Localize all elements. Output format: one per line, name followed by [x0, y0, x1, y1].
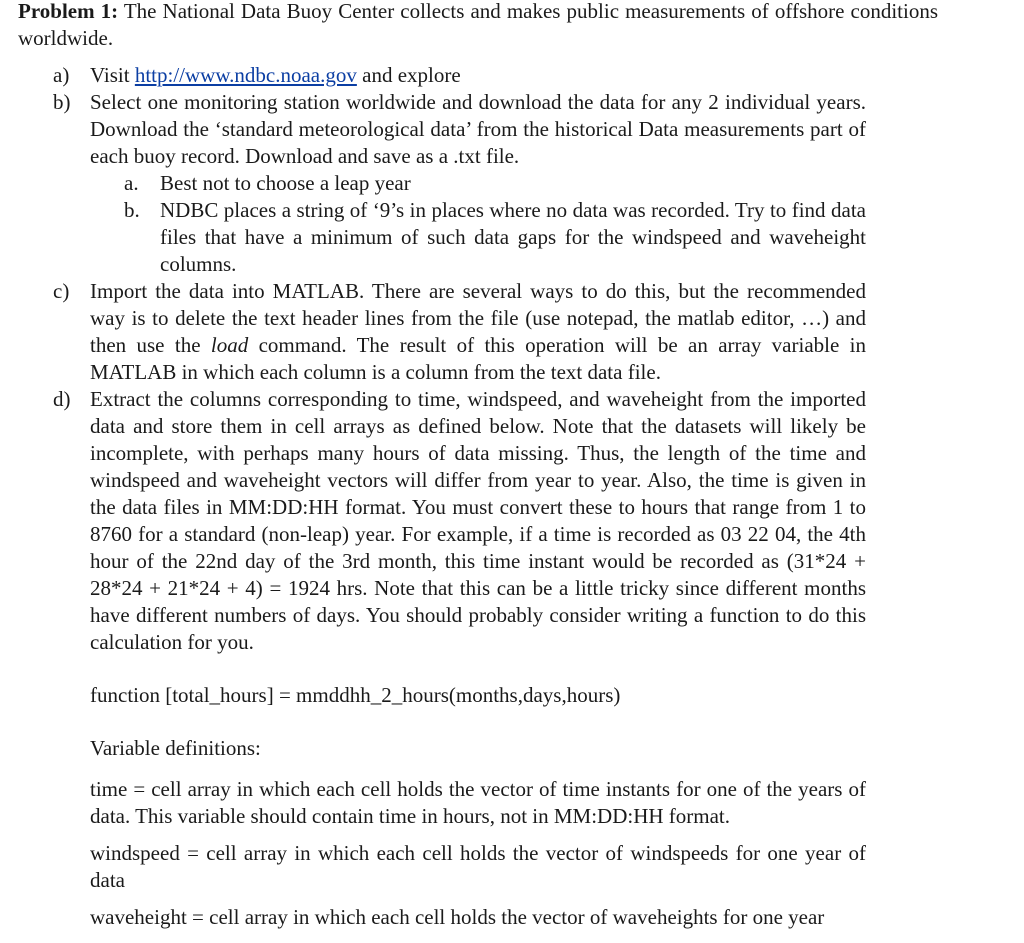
problem-heading	[18, 0, 938, 52]
var-def-time: time = cell array in which each cell holds the vector of time instants for one of the years of data. This variable should contain time in hours, not in MM:DD:HH format.	[90, 777, 866, 828]
task-b-text: Select one monitoring station worldwide and download the data for any 2 individual years. Download the ‘standard meteorological data’ from the historical Data measurements part of each buoy record. Download and save as a .txt file.	[90, 90, 866, 168]
task-marker-d: d)	[53, 387, 71, 411]
task-a-post: and explore	[356, 63, 461, 87]
task-c-post: command. The result of this operation will be an array variable in MATLAB in which each column is a column from the text data file.	[90, 333, 866, 384]
subitem-b-a	[90, 170, 866, 197]
task-marker-a: a)	[53, 63, 70, 87]
var-def-waveheight: waveheight = cell array in which each cell holds the vector of waveheights for one year	[90, 905, 825, 929]
task-d-text: Extract the columns corresponding to time, windspeed, and waveheight from the imported data and store them in cell arrays as defined below. Note that the datasets will likely be incomplete, with perhaps many hours of data missing. Thus, the length of the time and windspeed and waveheight vectors will differ from year to year. Also, the time is given in the data files in MM:DD:HH format. You must convert these to hours that range from 1 to 8760 for a standard (non-leap) year. For example, if a time is recorded as 03 22 04, the 4th hour of the 22nd day of the 3rd month, this time instant would be recorded as (31*24 + 28*24 + 21*24 + 4) = 1924 hrs. Note that this can be a little tricky since different months have different numbers of days. You should probably consider writing a function to do this calculation for you.	[90, 387, 866, 654]
ndbc-link[interactable]: http://www.ndbc.noaa.gov	[134, 63, 357, 87]
task-c-pre: Import the data into MATLAB. There are several ways to do this, but the recommended way is to delete the text header lines from the file (use notepad, the matlab editor, …) and then use the	[90, 279, 866, 357]
problem-intro: The National Data Buoy Center collects and makes public measurements of offshore conditions worldwide.	[18, 0, 938, 50]
subitem-a-text: Best not to choose a leap year	[160, 171, 411, 195]
problem-label: Problem 1:	[18, 0, 119, 23]
subitem-marker-b: b.	[124, 198, 140, 222]
task-item-b	[18, 89, 866, 170]
task-b-subitems	[18, 170, 866, 278]
document-page	[18, 0, 938, 931]
var-def-windspeed: windspeed = cell array in which each cell holds the vector of windspeeds for one year of data	[90, 841, 866, 892]
subitem-b-text: NDBC places a string of ‘9’s in places where no data was recorded. Try to find data files that have a minimum of such data gaps for the windspeed and waveheight columns.	[160, 198, 866, 276]
task-list	[18, 62, 938, 656]
subitem-b-b	[90, 197, 866, 278]
task-item-c	[18, 278, 866, 386]
task-marker-b: b)	[53, 90, 71, 114]
task-item-d	[18, 386, 866, 656]
load-command-emphasis: load	[210, 333, 249, 357]
function-signature: function [total_hours] = mmddhh_2_hours(months,days,hours)	[90, 683, 621, 707]
task-a-pre: Visit	[90, 63, 135, 87]
task-marker-c: c)	[53, 279, 70, 303]
task-item-a	[18, 62, 866, 89]
variable-definitions-title: Variable definitions:	[90, 736, 261, 760]
subitem-marker-a: a.	[124, 171, 139, 195]
